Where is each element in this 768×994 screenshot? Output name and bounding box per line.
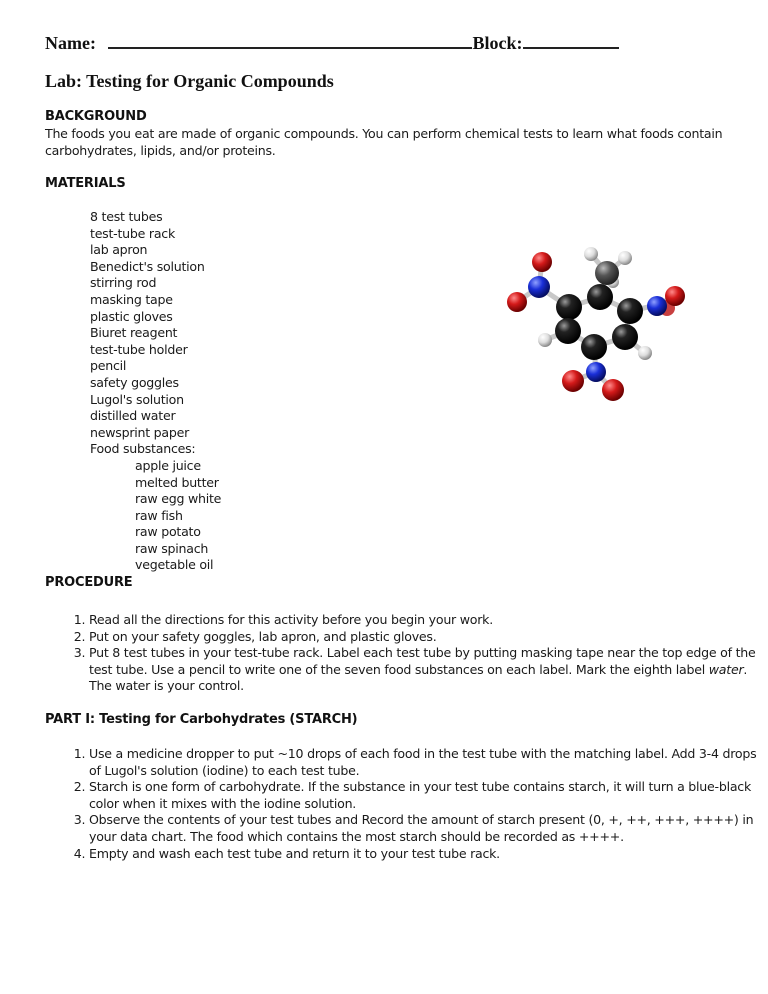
procedure-step-tail: . The water is your control. [89,661,748,694]
list-item: Lugol's solution [90,391,184,407]
part1-heading: PART I: Testing for Carbohydrates (STARCH) [45,712,358,727]
procedure-heading: PROCEDURE [45,575,133,590]
background-heading: BACKGROUND [45,109,147,124]
background-paragraph: The foods you eat are made of organic compounds. You can perform chemical tests to learn what foods contain carbohydrates, lipids, and/or proteins. [45,126,723,158]
list-item: newsprint paper [90,424,190,440]
list-item: distilled water [90,408,176,424]
list-item: apple juice [135,457,201,473]
list-item: test-tube rack [90,225,176,241]
food-substances-group [90,458,221,574]
procedure-step-text: Put 8 test tubes in your test-tube rack. Label each test tube by putting masking tape near the top edge of the test tube. Use a pencil to write one of the seven food substances on each label. Mark the eighth label [89,645,756,677]
materials-list [90,209,221,574]
part1-step: 4. Empty and wash each test tube and return it to your test tube rack. [89,846,768,863]
list-item: pencil [90,358,127,374]
part1-step: 3. Observe the contents of your test tubes and Record the amount of starch present (0, +, ++, +++, ++++) in your data chart. The food which contains the most starch should be recorded as ++++. [89,812,768,845]
list-item: plastic gloves [90,308,173,324]
list-item: melted butter [135,474,219,490]
procedure-step: 2. Put on your safety goggles, lab apron, and plastic gloves. [89,629,768,646]
name-field[interactable] [108,33,472,49]
part1-steps [45,746,768,862]
procedure-steps [45,612,768,695]
list-item: raw fish [135,507,183,523]
part1-step: 1. Use a medicine dropper to put ~10 drops of each food in the test tube with the matching label. Add 3-4 drops of Lugol's solution (iodine) to each test tube. [89,746,768,779]
list-item: Biuret reagent [90,325,178,341]
page-title: Lab: Testing for Organic Compounds [45,71,334,91]
list-item: raw spinach [135,540,209,556]
food-substances-list [90,458,221,574]
list-item: raw potato [135,524,201,540]
list-item: masking tape [90,291,173,307]
procedure-step [89,645,768,695]
list-item: vegetable oil [135,557,214,573]
list-item: stirring rod [90,275,157,291]
list-item: Benedict's solution [90,258,205,274]
list-item: raw egg white [135,491,222,507]
list-item: Food substances: [90,441,196,457]
name-label: Name: [45,33,96,53]
block-label: Block: [472,33,523,53]
list-item: lab apron [90,242,148,258]
name-block-line [45,33,619,54]
block-field[interactable] [523,33,619,49]
water-label-italic: water [708,661,744,677]
list-item: 8 test tubes [90,209,163,224]
list-item: safety goggles [90,374,179,390]
list-item: test-tube holder [90,341,188,357]
part1-step: 2. Starch is one form of carbohydrate. If the substance in your test tube contains starch, it will turn a blue-black color when it mixes with the iodine solution. [89,779,768,812]
procedure-step: 1. Read all the directions for this activity before you begin your work. [89,612,768,629]
molecule-3d-ball-and-stick-icon [495,236,695,406]
materials-heading: MATERIALS [45,176,126,191]
